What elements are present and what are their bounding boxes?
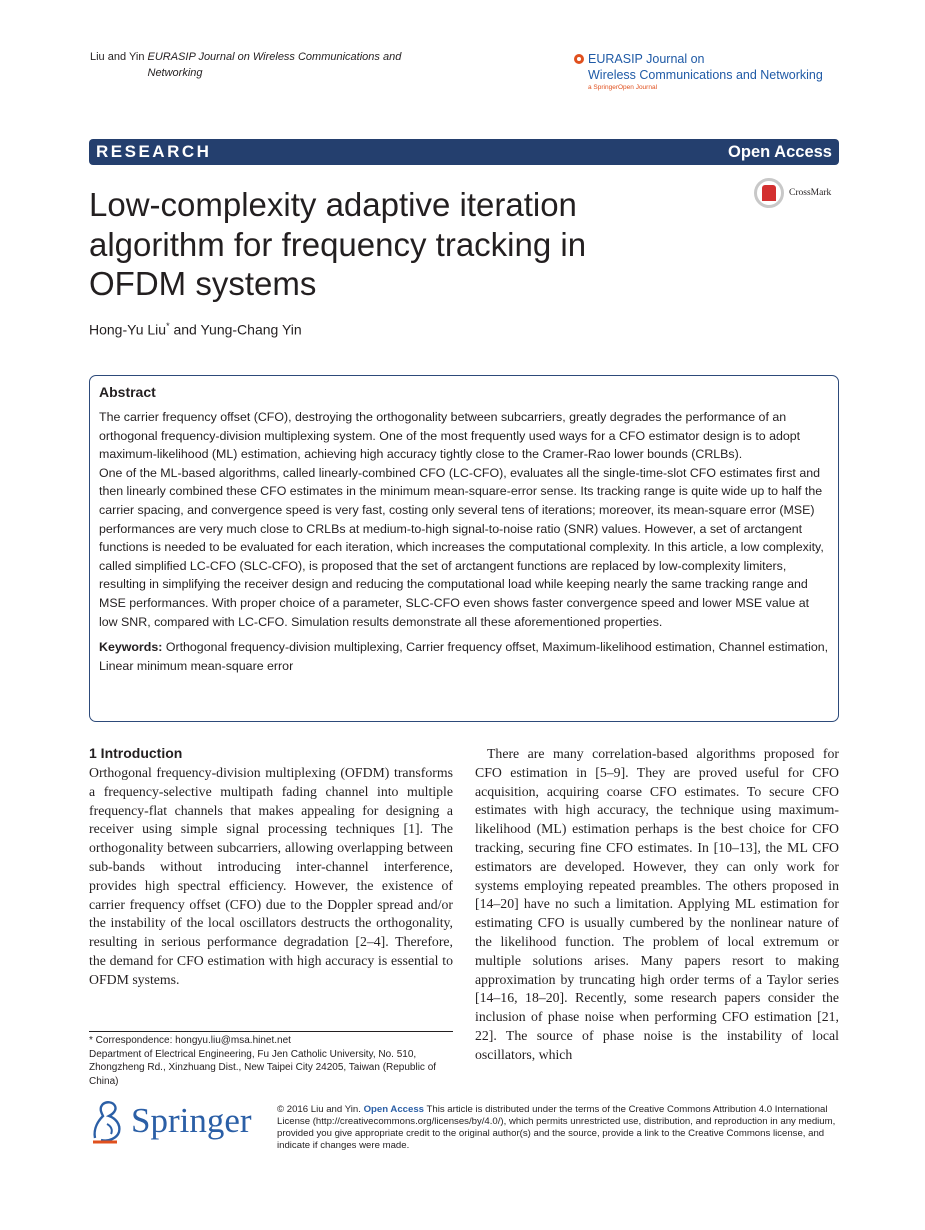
citation-authors: Liu and Yin: [90, 51, 145, 63]
body-column-right: [475, 745, 839, 1065]
open-access-label: Open Access: [728, 142, 832, 161]
citation-journal: EURASIP Journal on Wireless Communications and Networking: [147, 51, 402, 79]
author-list: Hong-Yu Liu* and Yung-Chang Yin: [89, 321, 302, 338]
correspondence: * Correspondence: hongyu.liu@msa.hinet.net: [89, 1035, 291, 1046]
crossmark-icon: [754, 178, 784, 208]
journal-logo-icon: [574, 54, 584, 64]
abstract-paragraph: One of the ML-based algorithms, called linearly-combined CFO (LC-CFO), evaluates all the single-time-slot CFO estimates first and then linearly combined these CFO estimates in the minimum mean-square-error sense. Its tracking range is quite wide up to half the carrier spacing, and convergence speed is very fast, costing only several tens of iterations; moreover, its mean-square error (MSE) performances are very much close to CRLBs at medium-to-high signal-to-noise ratio (SNR) values. However, a set of arctangent functions is needed to be evaluated for each iteration, which increases the computational complexity. In this article, a low complexity, called simplified LC-CFO (SLC-CFO), is proposed that the set of arctangent functions are replaced by low-complexity limiters, resulting in simplifying the receiver design and reducing the computational load while keeping nearly the same tracking range and MSE performances. With proper choice of a parameter, SLC-CFO even shows faster convergence speed and lower MSE value at low SNR, compared with LC-CFO. Simulation results demonstrate all these aforementioned properties.: [99, 465, 824, 629]
publisher-logo[interactable]: [89, 1098, 252, 1144]
footnote-divider: [89, 1031, 453, 1032]
springer-horse-icon: [89, 1098, 125, 1144]
article-type-label: RESEARCH: [96, 142, 212, 161]
body-paragraph: Orthogonal frequency-division multiplexing (OFDM) transforms a frequency-selective multipath fading channel into multiple frequency-flat channels that makes appealing for designing a receiver using simple signal processing techniques [1]. The orthogonality between subcarriers, allowing overlapping between sub-bands without introducing inter-channel interference, provides high spectral efficiency. However, the existence of carrier frequency offset (CFO) due to the Doppler spread and/or the instability of the local oscillators destructs the orthogonality, resulting in serious performance degradation [2–4]. Therefore, the demand for CFO estimation with high accuracy is essential to OFDM systems.: [89, 765, 453, 987]
abstract-heading: Abstract: [99, 384, 156, 400]
abstract-box: [89, 375, 839, 722]
keywords: Keywords: Orthogonal frequency-division multiplexing, Carrier frequency offset, Maximum-likelihood estimation, Channel estimation, Linear minimum mean-square error: [99, 640, 829, 673]
abstract-paragraph: The carrier frequency offset (CFO), destroying the orthogonality between subcarriers, greatly degrades the performance of an orthogonal frequency-division multiplexing system. One of the most frequently used ways for a CFO estimator design is to adopt maximum-likelihood (ML) estimation, achieving high accuracy tightly close to the Cramer-Rao lower bounds (CRLBs).: [99, 410, 801, 462]
article-title: Low-complexity adaptive iteration algorithm for frequency tracking in OFDM systems: [89, 186, 587, 302]
journal-logo[interactable]: EURASIP Journal on Wireless Communications and Networking a SpringerOpen Journal: [574, 51, 844, 93]
publisher-name: Springer: [131, 1101, 252, 1140]
license-statement: © 2016 Liu and Yin. Open Access This article is distributed under the terms of the Creative Commons Attribution 4.0 International License (http://creativecommons.org/licenses/by/4.0/), which permits unrestricted use, distribution, and reproduction in any medium, provided you give appropriate credit to the original author(s) and the source, provide a link to the Creative Commons license, and indicate if changes were made.: [277, 1104, 836, 1151]
author-name[interactable]: Yung-Chang Yin: [200, 321, 302, 338]
body-column-left: [89, 764, 453, 990]
body-paragraph: There are many correlation-based algorithms proposed for CFO estimation in [5–9]. They are proved useful for CFO acquisition, acquiring coarse CFO estimates. To secure CFO estimates with high accuracy, the technique using maximum-likelihood (ML) estimation perhaps is the best choice for CFO tracking, securing fine CFO estimates. In [10–13], the ML CFO estimators are developed. However, they can only work for systems employing repeated preambles. The others proposed in [14–20] have no such a limitation. Applying ML estimation for estimating CFO is usually cumbered by the nonlinear nature of the likelihood function. The problem of local extremum or multiple solutions arises. Many papers resort to making approximation by truncating high order terms of a Taylor series [14–16, 18–20]. Recently, some research papers consider the inclusion of phase noise when performing CFO estimation [21, 22]. The source of phase noise is the instability of local oscillators, which: [475, 746, 839, 1062]
author-name[interactable]: Hong-Yu Liu: [89, 321, 167, 338]
article-type-banner: [89, 139, 839, 165]
running-header: [90, 49, 448, 81]
section-heading: 1 Introduction: [89, 745, 183, 761]
footnote: [89, 1034, 453, 1088]
corresponding-mark: *: [166, 321, 170, 331]
crossmark-button[interactable]: CrossMark: [754, 178, 831, 208]
open-access-link[interactable]: Open Access: [363, 1104, 424, 1115]
affiliation: Department of Electrical Engineering, Fu Jen Catholic University, No. 510, Zhongzheng Rd., Xinzhuang Dist., New Taipei City 24205, Taiwan (Republic of China): [89, 1048, 437, 1087]
